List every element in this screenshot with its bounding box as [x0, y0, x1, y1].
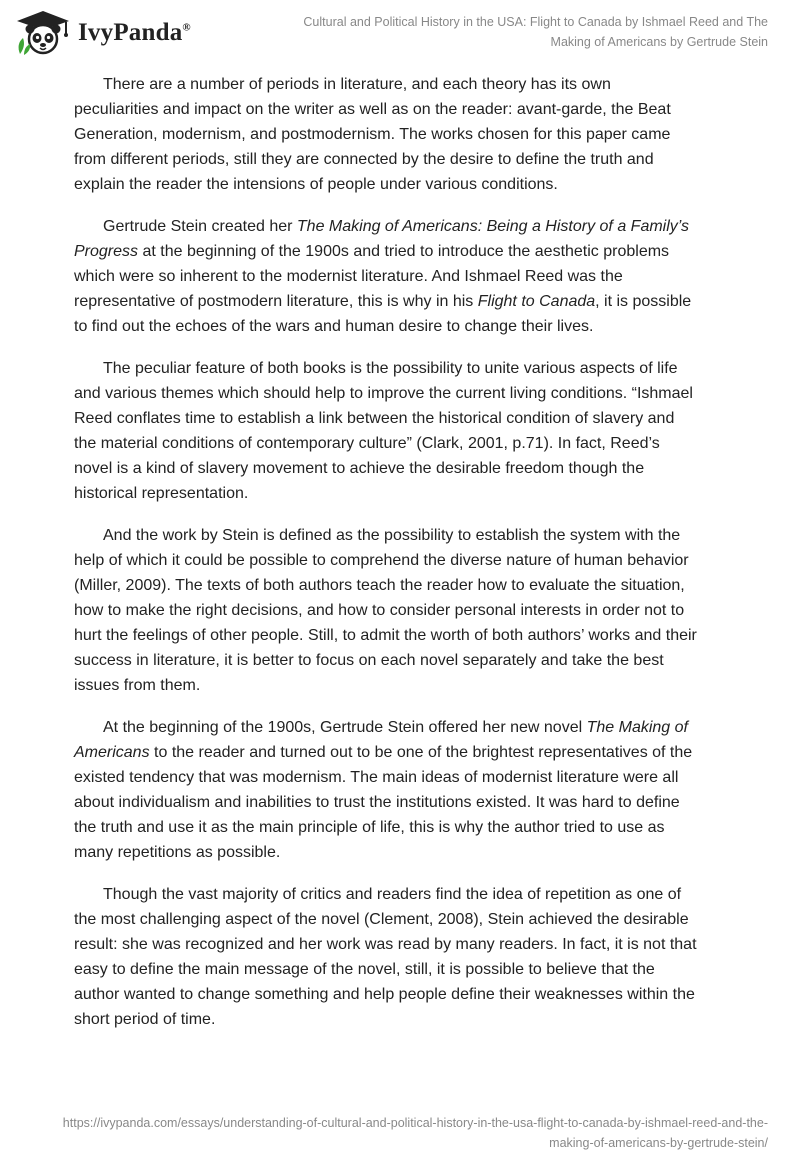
paragraph-text: at the beginning of the 1900s and tried to introduce the aesthetic problems which were so inherent to the modernist literature. And Ishmael Reed was the representative of postmodern literature, this is why in his	[74, 243, 670, 310]
paragraph-text: There are a number of periods in literature, and each theory has its own peculiarities and impact on the writer as well as on the reader: avant-garde, the Beat Generation, modernism, and postmodernism. The works chosen for this paper came from different periods, still they are connected by the desire to define the truth and explain the reader the intensions of people under various conditions.	[74, 76, 671, 193]
panda-graduate-icon	[14, 10, 72, 56]
essay-paragraph	[74, 356, 734, 506]
essay-paragraph	[74, 523, 734, 698]
paragraph-text: At the beginning of the 1900s, Gertrude Stein offered her new novel	[103, 719, 587, 736]
paragraph-text: , it is possible to find out the echoes of the wars and human desire to change their lives.	[74, 293, 692, 335]
essay-paragraph	[74, 715, 734, 865]
italic-title-text: The Making of Americans: Being a History of a Family’s Progress	[74, 218, 690, 260]
essay-body	[74, 72, 734, 1049]
italic-title-text: Flight to Canada	[477, 293, 596, 310]
registered-mark: ®	[182, 21, 191, 34]
paragraph-text: Gertrude Stein created her	[103, 218, 297, 235]
italic-title-text: The Making of Americans	[74, 719, 688, 761]
essay-paragraph	[74, 214, 734, 339]
source-url[interactable]: https://ivypanda.com/essays/understanding-of-cultural-and-political-history-in-the-usa-flight-to-canada-by-ishmael-reed-and-the-making-of-americans-by-gertrude-stein/	[62, 1116, 768, 1150]
paragraph-text: to the reader and turned out to be one of the brightest representatives of the existed tendency that was modernism. The main ideas of modernist literature were all about individualism and inabilities to trust the institutions existed. It was hard to define the truth and use it as the main principle of life, this is why the author tried to use as many repetitions as possible.	[74, 744, 693, 861]
essay-paragraph	[74, 882, 734, 1032]
logo-wordmark: IvyPanda®	[78, 19, 191, 46]
page-header	[0, 0, 800, 60]
paragraph-text: The peculiar feature of both books is the possibility to unite various aspects of life and various themes which should help to improve the current living conditions. “Ishmael Reed conflates time to establish a link between the historical condition of slavery and the material conditions of contemporary culture” (Clark, 2001, p.71). In fact, Reed’s novel is a kind of slavery movement to achieve the desirable freedom though the historical representation.	[74, 360, 693, 502]
document-title: Cultural and Political History in the USA: Flight to Canada by Ishmael Reed and The Making of Americans by Gertrude Stein	[303, 15, 768, 49]
ivypanda-logo[interactable]	[14, 10, 191, 56]
paragraph-text: And the work by Stein is defined as the possibility to establish the system with the help of which it could be possible to comprehend the diverse nature of human behavior (Miller, 2009). The texts of both authors teach the reader how to evaluate the situation, how to make the right decisions, and how to consider personal interests in order not to hurt the feelings of other people. Still, to admit the worth of both authors’ works and their success in literature, it is better to focus on each novel separately and take the best issues from them.	[74, 527, 697, 694]
paragraph-text: Though the vast majority of critics and readers find the idea of repetition as one of the most challenging aspect of the novel (Clement, 2008), Stein achieved the desirable result: she was recognized and her work was read by many readers. In fact, it is not that easy to define the main message of the novel, still, it is possible to believe that the author wanted to change something and help people define their weaknesses within the short period of time.	[74, 886, 697, 1028]
essay-paragraph	[74, 72, 734, 197]
